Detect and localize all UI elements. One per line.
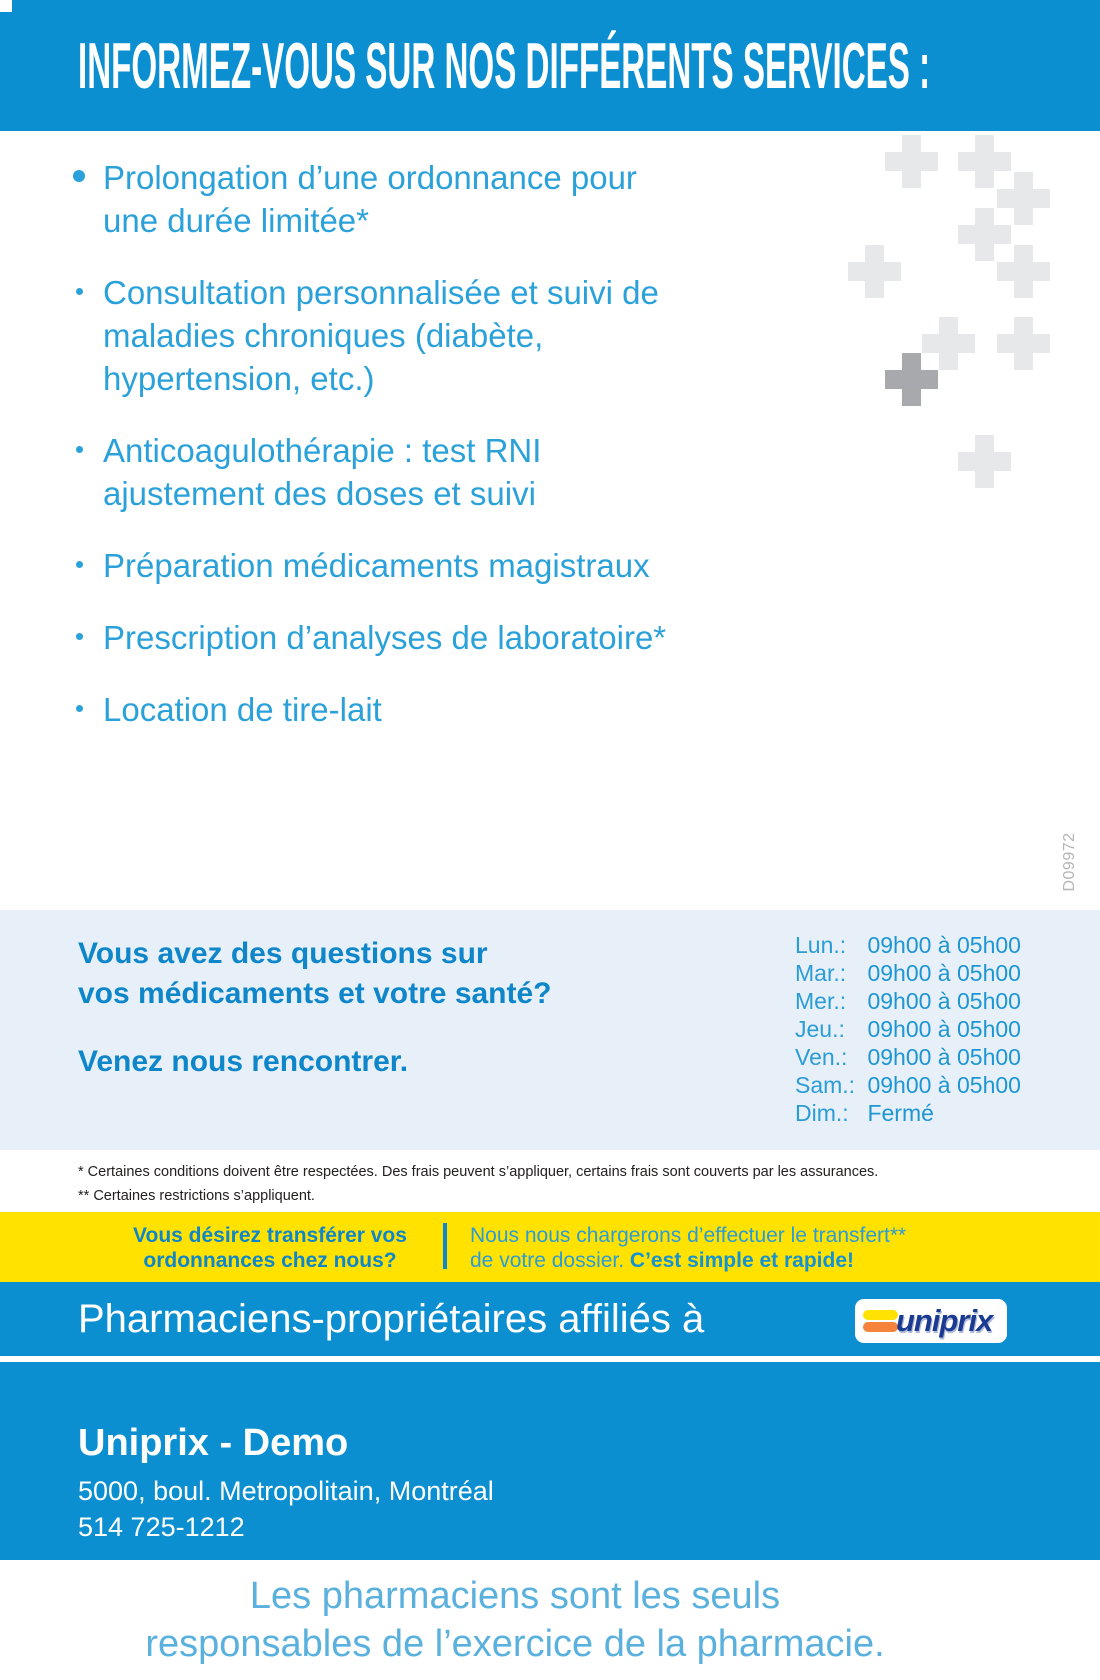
transfer-question-line: ordonnances chez nous? [143,1249,397,1272]
table-row [795,1072,1021,1100]
hours-time: 09h00 à 05h00 [867,988,1021,1014]
divider [443,1223,447,1269]
disclaimer-line: responsables de l’exercice de la pharmacie. [145,1623,885,1665]
services-list [72,156,792,760]
hours-day: Ven.: [795,1044,848,1070]
question-line: Vous avez des questions sur [78,937,488,970]
footnote: ** Certaines restrictions s’appliquent. [78,1188,315,1204]
plus-cross-icon [997,245,1050,298]
bullet-icon [76,633,83,640]
opening-hours-table [795,932,1021,1128]
logo-bar-orange [863,1322,898,1332]
hours-day: Dim.: [795,1100,849,1126]
service-text: Prolongation d’une ordonnance pour [103,159,637,196]
plus-cross-icon [997,317,1050,370]
question-line: vos médicaments et votre santé? [78,977,552,1010]
cta-text: Venez nous rencontrer. [78,1045,409,1078]
transfer-answer-line: Nous nous chargerons d’effectuer le transfert** [470,1224,907,1247]
table-row [795,1016,1021,1044]
store-phone: 514 725-1212 [78,1512,245,1542]
hours-time: 09h00 à 05h00 [867,1072,1021,1098]
corner-notch [0,0,12,12]
uniprix-logo [855,1299,1007,1343]
hours-day: Jeu.: [795,1016,845,1042]
hours-day: Mar.: [795,960,847,986]
table-row [795,988,1021,1016]
plus-cross-icon [848,245,901,298]
list-item [72,271,792,400]
transfer-band [0,1212,1100,1282]
disclaimer-line: Les pharmaciens sont les seuls [249,1575,781,1617]
service-text: Location de tire-lait [103,691,382,728]
plus-cross-icon [885,135,938,188]
transfer-answer-bold: C’est simple et rapide! [629,1249,854,1272]
hours-day: Mer.: [795,988,847,1014]
store-name: Uniprix - Demo [78,1422,349,1464]
hours-day: Lun.: [795,932,847,958]
logo-bar-yellow [863,1310,898,1320]
service-text: Prescription d’analyses de laboratoire* [103,619,667,656]
bullet-icon [76,446,83,453]
affiliation-band [0,1282,1100,1356]
bullet-icon [76,288,83,295]
footnote: * Certaines conditions doivent être respectées. Des frais peuvent s’appliquer, certains frais sont couverts par les assurances. [78,1164,879,1180]
service-text: Préparation médicaments magistraux [103,547,650,584]
service-text: Consultation personnalisée et suivi de [103,274,659,311]
transfer-answer-line [470,1248,906,1273]
list-item [72,156,792,242]
logo-wordmark: uniprix [896,1303,993,1338]
service-text: une durée limitée* [103,202,369,239]
table-row [795,960,1021,988]
store-address: 5000, boul. Metropolitain, Montréal [78,1476,494,1506]
plus-cross-icon [885,353,938,406]
list-item [72,688,792,731]
hours-time: 09h00 à 05h00 [867,960,1021,986]
hours-day: Sam.: [795,1072,856,1098]
table-row [795,1044,1021,1072]
transfer-answer [470,1223,906,1273]
list-item [72,429,792,515]
question-text [78,934,552,1014]
footnotes [78,1160,1028,1208]
transfer-answer-regular: de votre dossier. [470,1249,630,1272]
table-row [795,1100,1021,1128]
transfer-question [105,1223,435,1273]
list-item [72,616,792,659]
disclaimer-text [0,1572,1030,1668]
table-row [795,932,1021,960]
hours-time: Fermé [867,1100,934,1126]
service-text: hypertension, etc.) [103,360,375,397]
transfer-question-line: Vous désirez transférer vos [133,1224,407,1247]
plus-cross-icon [958,435,1011,488]
service-text: maladies chroniques (diabète, [103,317,544,354]
hours-time: 09h00 à 05h00 [867,932,1021,958]
bullet-icon [76,705,83,712]
hours-time: 09h00 à 05h00 [867,1016,1021,1042]
store-section [0,1362,1100,1560]
list-item [72,544,792,587]
header-band [0,0,1100,131]
bullet-icon [73,170,85,182]
document-code: D09972 [1061,832,1078,892]
page-title: INFORMEZ-VOUS SUR NOS DIFFÉRENTS SERVICES : [78,29,931,102]
service-text: Anticoagulothérapie : test RNI [103,432,542,469]
service-text: ajustement des doses et suivi [103,475,536,512]
hours-time: 09h00 à 05h00 [867,1044,1021,1070]
bullet-icon [76,561,83,568]
info-section [0,910,1100,1150]
affiliation-label: Pharmaciens-propriétaires affiliés à [78,1297,705,1341]
